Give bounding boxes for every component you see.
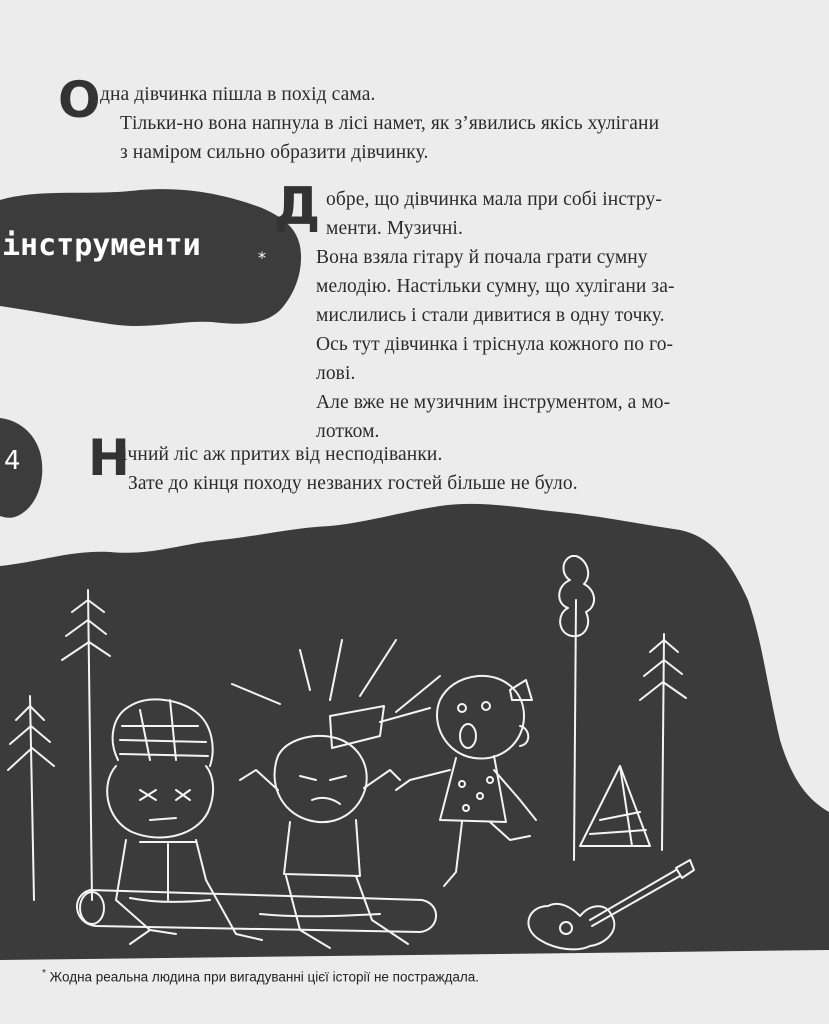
page-number: 4 — [4, 446, 21, 476]
paragraph-2-line: Але вже не музичним інструментом, а мо- — [316, 392, 671, 413]
paragraph-1 — [58, 71, 660, 167]
dropcap-2: Д — [274, 177, 321, 237]
paragraph-2-line: менти. Музичні. — [326, 218, 463, 239]
paragraph-1-line: дна дівчинка пішла в похід сама. — [100, 84, 376, 105]
paragraph-1-line: з наміром сильно образити дівчинку. — [120, 142, 429, 163]
paragraph-2-line: Ось тут дівчинка і тріснула кожного по го- — [316, 334, 674, 355]
footnote-text: Жодна реальна людина при вигадуванні цієї історії не постраждала. — [49, 969, 480, 985]
illustration-ink-block — [0, 504, 829, 1024]
paragraph-2-line: мислились і стали дивитися в одну точку. — [316, 305, 665, 326]
paragraph-2-line: обре, що дівчинка мала при собі інстру- — [326, 189, 662, 210]
paragraph-2-line: мелодію. Настільки сумну, що хулігани за- — [316, 276, 675, 297]
paragraph-3-line: ічний ліс аж притих від несподіванки. — [122, 444, 443, 465]
footnote-strip — [0, 950, 829, 1024]
paragraph-1-line: Тільки-но вона напнула в лісі намет, як з’явились якісь хулігани — [120, 113, 660, 134]
paragraph-2-line: Вона взяла гітару й почала грати сумну — [316, 247, 648, 268]
paragraph-2-line: лотком. — [316, 421, 380, 442]
dropcap-1: О — [58, 71, 101, 129]
section-title: інструменти — [2, 228, 201, 263]
dropcap-3: Н — [88, 429, 130, 487]
title-asterisk: * — [258, 248, 266, 267]
paragraph-2-line: лові. — [316, 363, 356, 384]
paragraph-3-line: Зате до кінця походу незваних гостей більше не було. — [128, 473, 578, 494]
paragraph-2 — [274, 177, 675, 446]
footnote — [42, 968, 479, 985]
footnote-marker: * — [42, 968, 46, 979]
